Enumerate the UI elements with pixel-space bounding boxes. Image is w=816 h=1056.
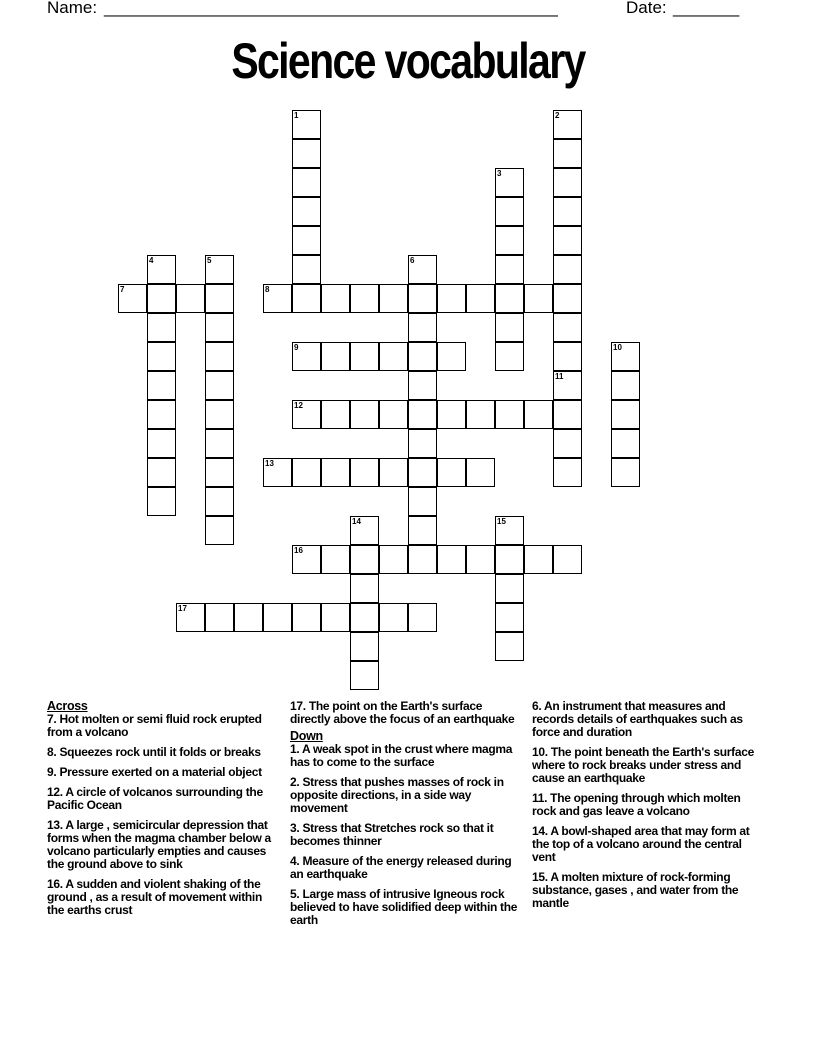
crossword-cell[interactable] [611,429,640,458]
crossword-cell[interactable] [147,284,176,313]
crossword-cell[interactable] [553,284,582,313]
clue-text: A weak spot in the crust where magma has to come to the surface [290,742,513,769]
crossword-cell[interactable] [292,168,321,197]
crossword-cell[interactable] [466,458,495,487]
crossword-cell[interactable] [379,603,408,632]
clue [532,871,767,910]
crossword-cell[interactable] [553,168,582,197]
clue-number: 5. [290,887,300,901]
crossword-cell[interactable] [292,603,321,632]
crossword-cell[interactable] [205,284,234,313]
crossword-cell[interactable] [350,516,379,545]
crossword-cell[interactable] [553,429,582,458]
clue-number: 1. [290,742,300,756]
clue-text: A circle of volcanos surrounding the Pacific Ocean [47,785,263,812]
crossword-cell[interactable] [495,545,524,574]
clue-number: 11. [532,791,548,805]
crossword-cell[interactable] [292,545,321,574]
clue [47,819,282,871]
crossword-cell[interactable] [350,545,379,574]
crossword-cell[interactable] [205,603,234,632]
crossword-cell[interactable] [147,429,176,458]
crossword-cell[interactable] [292,255,321,284]
crossword-cell[interactable] [321,458,350,487]
clue-number: 2 [555,111,560,120]
clue-number: 13. [47,818,63,832]
crossword-cell[interactable] [553,197,582,226]
clue-number: 13 [265,459,274,468]
crossword-cell[interactable] [495,574,524,603]
clue-text: Pressure exerted on a material object [56,765,262,779]
crossword-cell[interactable] [263,458,292,487]
crossword-cell[interactable] [321,400,350,429]
date-label: Date: [626,0,667,17]
crossword-cell[interactable] [205,342,234,371]
crossword-cell[interactable] [437,342,466,371]
crossword-cell[interactable] [611,400,640,429]
clue-number: 8 [265,285,270,294]
crossword-cell[interactable] [408,516,437,545]
clue [290,855,525,881]
crossword-cell[interactable] [321,284,350,313]
clue [47,746,282,759]
clue [47,786,282,812]
crossword-cell[interactable] [611,458,640,487]
crossword-cell[interactable] [408,342,437,371]
clue-number: 9 [294,343,299,352]
crossword-cell[interactable] [553,255,582,284]
crossword-cell[interactable] [524,400,553,429]
clue [290,743,525,769]
crossword-cell[interactable] [379,545,408,574]
crossword-cell[interactable] [147,342,176,371]
clues-column-3 [532,700,767,917]
clue-number: 6. [532,699,542,713]
clue [47,878,282,917]
clue-number: 3 [497,169,502,178]
crossword-cell[interactable] [321,545,350,574]
clue-text: The point on the Earth's surface directly above the focus of an earthquake [290,699,515,726]
crossword-cell[interactable] [292,110,321,139]
clue-number: 5 [207,256,212,265]
clue [47,713,282,739]
crossword-cell[interactable] [408,487,437,516]
clue-text: Measure of the energy released during an earthquake [290,854,512,881]
crossword-cell[interactable] [495,226,524,255]
crossword-cell[interactable] [408,255,437,284]
crossword-cell[interactable] [553,139,582,168]
crossword-cell[interactable] [466,284,495,313]
clue [532,825,767,864]
crossword-cell[interactable] [147,487,176,516]
clue-text: Squeezes rock until it folds or breaks [56,745,261,759]
crossword-cell[interactable] [292,458,321,487]
crossword-cell[interactable] [292,284,321,313]
crossword-cell[interactable] [350,574,379,603]
clue-number: 1 [294,111,299,120]
crossword-cell[interactable] [292,342,321,371]
crossword-cell[interactable] [611,342,640,371]
crossword-cell[interactable] [205,400,234,429]
crossword-cell[interactable] [408,284,437,313]
crossword-cell[interactable] [176,603,205,632]
crossword-cell[interactable] [205,371,234,400]
crossword-cell[interactable] [147,400,176,429]
crossword-cell[interactable] [553,226,582,255]
crossword-cell[interactable] [553,313,582,342]
clue-number: 12 [294,401,303,410]
clue-number: 17. [290,699,306,713]
clues-column-2 [290,700,525,934]
clue-number: 4 [149,256,154,265]
clue-text: The opening through which molten rock and gas leave a volcano [532,791,741,818]
crossword-cell[interactable] [495,400,524,429]
crossword-cell[interactable] [292,226,321,255]
clue-number: 7 [120,285,125,294]
crossword-cell[interactable] [495,516,524,545]
clue [532,700,767,739]
clue-number: 6 [410,256,415,265]
clue-number: 10 [613,343,622,352]
clues-column-1 [47,700,282,924]
crossword-cell[interactable] [321,342,350,371]
clue-number: 15. [532,870,548,884]
crossword-cell[interactable] [321,603,350,632]
clue-text: Hot molten or semi fluid rock erupted from a volcano [47,712,262,739]
clue-number: 15 [497,517,506,526]
crossword-cell[interactable] [437,545,466,574]
crossword-cell[interactable] [437,284,466,313]
crossword-cell[interactable] [524,545,553,574]
clue [532,746,767,785]
crossword-cell[interactable] [408,429,437,458]
crossword-cell[interactable] [553,110,582,139]
crossword-cell[interactable] [553,545,582,574]
clue-number: 9. [47,765,57,779]
crossword-cell[interactable] [379,400,408,429]
clue-number: 3. [290,821,300,835]
clue [290,822,525,848]
crossword-cell[interactable] [350,342,379,371]
crossword-cell[interactable] [408,313,437,342]
crossword-cell[interactable] [408,458,437,487]
crossword-cell[interactable] [553,371,582,400]
crossword-cell[interactable] [147,458,176,487]
page-title: Science vocabulary [231,33,585,89]
clue-text: The point beneath the Earth's surface where to rock breaks under stress and cause an earthquake [532,745,754,785]
crossword-cell[interactable] [437,400,466,429]
crossword-cell[interactable] [466,545,495,574]
clue-text: A molten mixture of rock-forming substance, gases , and water from the mantle [532,870,739,910]
crossword-cell[interactable] [350,458,379,487]
clue-number: 4. [290,854,300,868]
name-label: Name: [47,0,98,17]
crossword-cell[interactable] [205,429,234,458]
clue-number: 10. [532,745,548,759]
crossword-cell[interactable] [205,516,234,545]
clue-text: A large , semicircular depression that forms when the magma chamber below a volcano particularly empties and causes the ground above to sink [47,818,271,871]
crossword-cell[interactable] [466,400,495,429]
crossword-cell[interactable] [495,197,524,226]
crossword-cell[interactable] [408,400,437,429]
name-line[interactable]: ________________________________________________ [104,0,558,17]
crossword-cell[interactable] [350,400,379,429]
crossword-cell[interactable] [205,487,234,516]
clue-number: 16. [47,877,63,891]
crossword-cell[interactable] [495,313,524,342]
crossword-cell[interactable] [495,255,524,284]
crossword-cell[interactable] [350,284,379,313]
clue-text: Stress that Stretches rock so that it becomes thinner [290,821,494,848]
crossword-cell[interactable] [118,284,147,313]
crossword-cell[interactable] [408,545,437,574]
crossword-cell[interactable] [176,284,205,313]
crossword-cell[interactable] [147,371,176,400]
clue-text: An instrument that measures and records details of earthquakes such as force and duration [532,699,743,739]
clue-text: Stress that pushes masses of rock in opposite directions, in a side way movement [290,775,504,815]
clue-number: 17 [178,604,187,613]
crossword-cell[interactable] [379,284,408,313]
crossword-cell[interactable] [495,342,524,371]
clue-text: Large mass of intrusive Igneous rock believed to have solidified deep within the earth [290,887,518,927]
down-heading: Down [290,729,323,743]
crossword-cell[interactable] [408,371,437,400]
crossword-cell[interactable] [292,139,321,168]
crossword-cell[interactable] [553,400,582,429]
crossword-cell[interactable] [350,603,379,632]
clue-number: 7. [47,712,57,726]
crossword-cell[interactable] [408,603,437,632]
crossword-cell[interactable] [437,458,466,487]
crossword-cell[interactable] [263,603,292,632]
across-heading: Across [47,699,88,713]
crossword-cell[interactable] [379,342,408,371]
clue-number: 14 [352,517,361,526]
clue-number: 8. [47,745,57,759]
clue-number: 2. [290,775,300,789]
clue [290,888,525,927]
crossword-cell[interactable] [495,168,524,197]
crossword-cell[interactable] [379,458,408,487]
crossword-cell[interactable] [234,603,263,632]
crossword-cell[interactable] [205,255,234,284]
crossword-cell[interactable] [147,255,176,284]
crossword-cell[interactable] [611,371,640,400]
crossword-cell[interactable] [147,313,176,342]
clue-text: A bowl-shaped area that may form at the top of a volcano around the central vent [532,824,750,864]
clue [47,766,282,779]
clue [290,776,525,815]
crossword-cell[interactable] [205,313,234,342]
clue [290,700,525,726]
date-line[interactable]: _______ [673,0,740,17]
crossword-cell[interactable] [350,632,379,661]
clue [532,792,767,818]
clue-text: A sudden and violent shaking of the ground , as a result of movement within the earths crust [47,877,262,917]
clue-number: 14. [532,824,548,838]
crossword-cell[interactable] [553,458,582,487]
crossword-cell[interactable] [292,197,321,226]
crossword-cell[interactable] [205,458,234,487]
crossword-cell[interactable] [524,284,553,313]
clue-number: 12. [47,785,63,799]
crossword-cell[interactable] [553,342,582,371]
crossword-cell[interactable] [292,400,321,429]
clue-number: 11 [555,372,564,381]
clue-number: 16 [294,546,303,555]
crossword-cell[interactable] [263,284,292,313]
crossword-cell[interactable] [495,284,524,313]
crossword-cell[interactable] [495,603,524,632]
crossword-cell[interactable] [495,632,524,661]
crossword-cell[interactable] [350,661,379,690]
